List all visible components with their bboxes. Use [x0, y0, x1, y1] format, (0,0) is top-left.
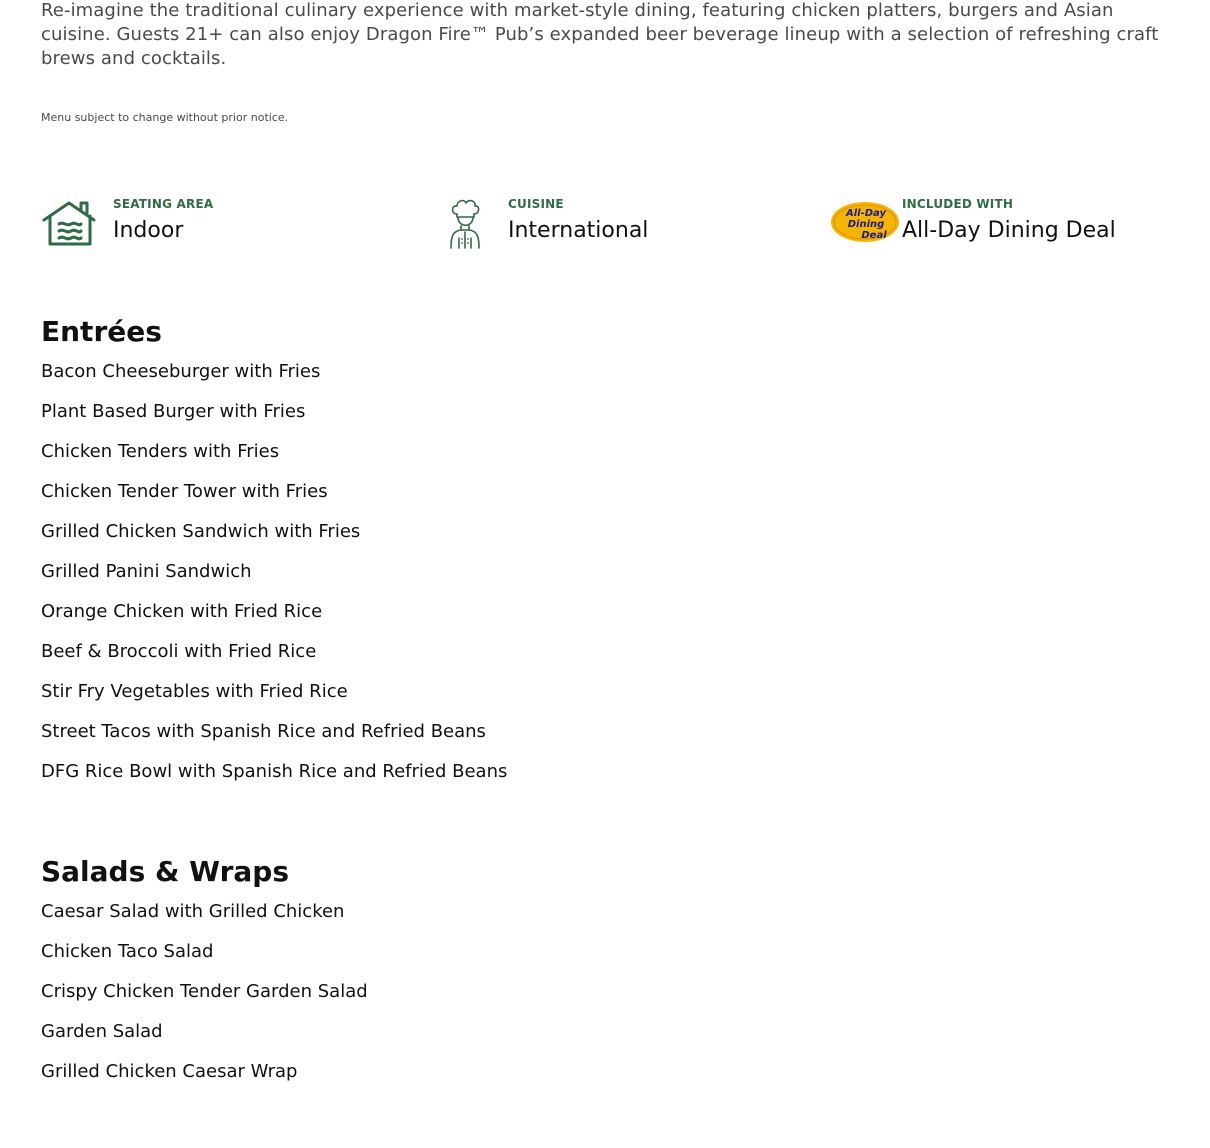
- menu-item: Street Tacos with Spanish Rice and Refried Beans: [41, 721, 486, 742]
- fact-value: Indoor: [113, 218, 184, 243]
- menu-item: Caesar Salad with Grilled Chicken: [41, 901, 345, 922]
- menu-item: Grilled Panini Sandwich: [41, 561, 252, 582]
- menu-item: Stir Fry Vegetables with Fried Rice: [41, 681, 348, 702]
- fact-label: INCLUDED WITH: [902, 197, 1014, 211]
- menu-item: Chicken Tenders with Fries: [41, 441, 280, 462]
- menu-item: DFG Rice Bowl with Spanish Rice and Refried Beans: [41, 761, 508, 782]
- fact-label: CUISINE: [508, 197, 564, 211]
- menu-item: Chicken Taco Salad: [41, 941, 214, 962]
- entrees-section: [41, 314, 841, 792]
- menu-item: Grilled Chicken Caesar Wrap: [41, 1061, 298, 1082]
- fact-cuisine: [447, 196, 827, 252]
- svg-text:Deal: Deal: [861, 230, 887, 241]
- intro-description: Re-imagine the traditional culinary experience with market-style dining, featuring chicken platters, burgers and Asian cuisine. Guests 21+ can also enjoy Dragon Fire™ Pub’s expanded beer beverage lineup with a selection of refreshing craft brews and cocktails.: [41, 0, 1159, 69]
- fact-value: International: [508, 218, 649, 243]
- menu-item: Chicken Tender Tower with Fries: [41, 481, 328, 502]
- menu-item: Plant Based Burger with Fries: [41, 401, 306, 422]
- fact-included-with: [830, 196, 1181, 252]
- all-day-dining-deal-logo: [830, 200, 900, 248]
- menu-item: Bacon Cheeseburger with Fries: [41, 361, 321, 382]
- fact-seating-area: [41, 196, 436, 252]
- menu-item: Crispy Chicken Tender Garden Salad: [41, 981, 368, 1002]
- salads-wraps-list: [41, 892, 841, 1092]
- restaurant-facts: [41, 196, 1181, 252]
- house-icon: [41, 198, 97, 250]
- salads-wraps-section: [41, 854, 841, 1092]
- chef-icon: [447, 198, 483, 254]
- svg-text:Dining: Dining: [847, 219, 885, 230]
- menu-item: Orange Chicken with Fried Rice: [41, 601, 323, 622]
- section-title-entrees: Entrées: [41, 315, 162, 348]
- section-title-salads-wraps: Salads & Wraps: [41, 855, 289, 888]
- menu-notice: Menu subject to change without prior notice.: [41, 111, 289, 124]
- fact-value: All-Day Dining Deal: [902, 218, 1116, 243]
- fact-label: SEATING AREA: [113, 197, 214, 211]
- menu-item: Grilled Chicken Sandwich with Fries: [41, 521, 361, 542]
- menu-item: Beef & Broccoli with Fried Rice: [41, 641, 317, 662]
- svg-text:All-Day: All-Day: [845, 208, 887, 219]
- menu-item: Garden Salad: [41, 1021, 163, 1042]
- entrees-list: [41, 352, 841, 792]
